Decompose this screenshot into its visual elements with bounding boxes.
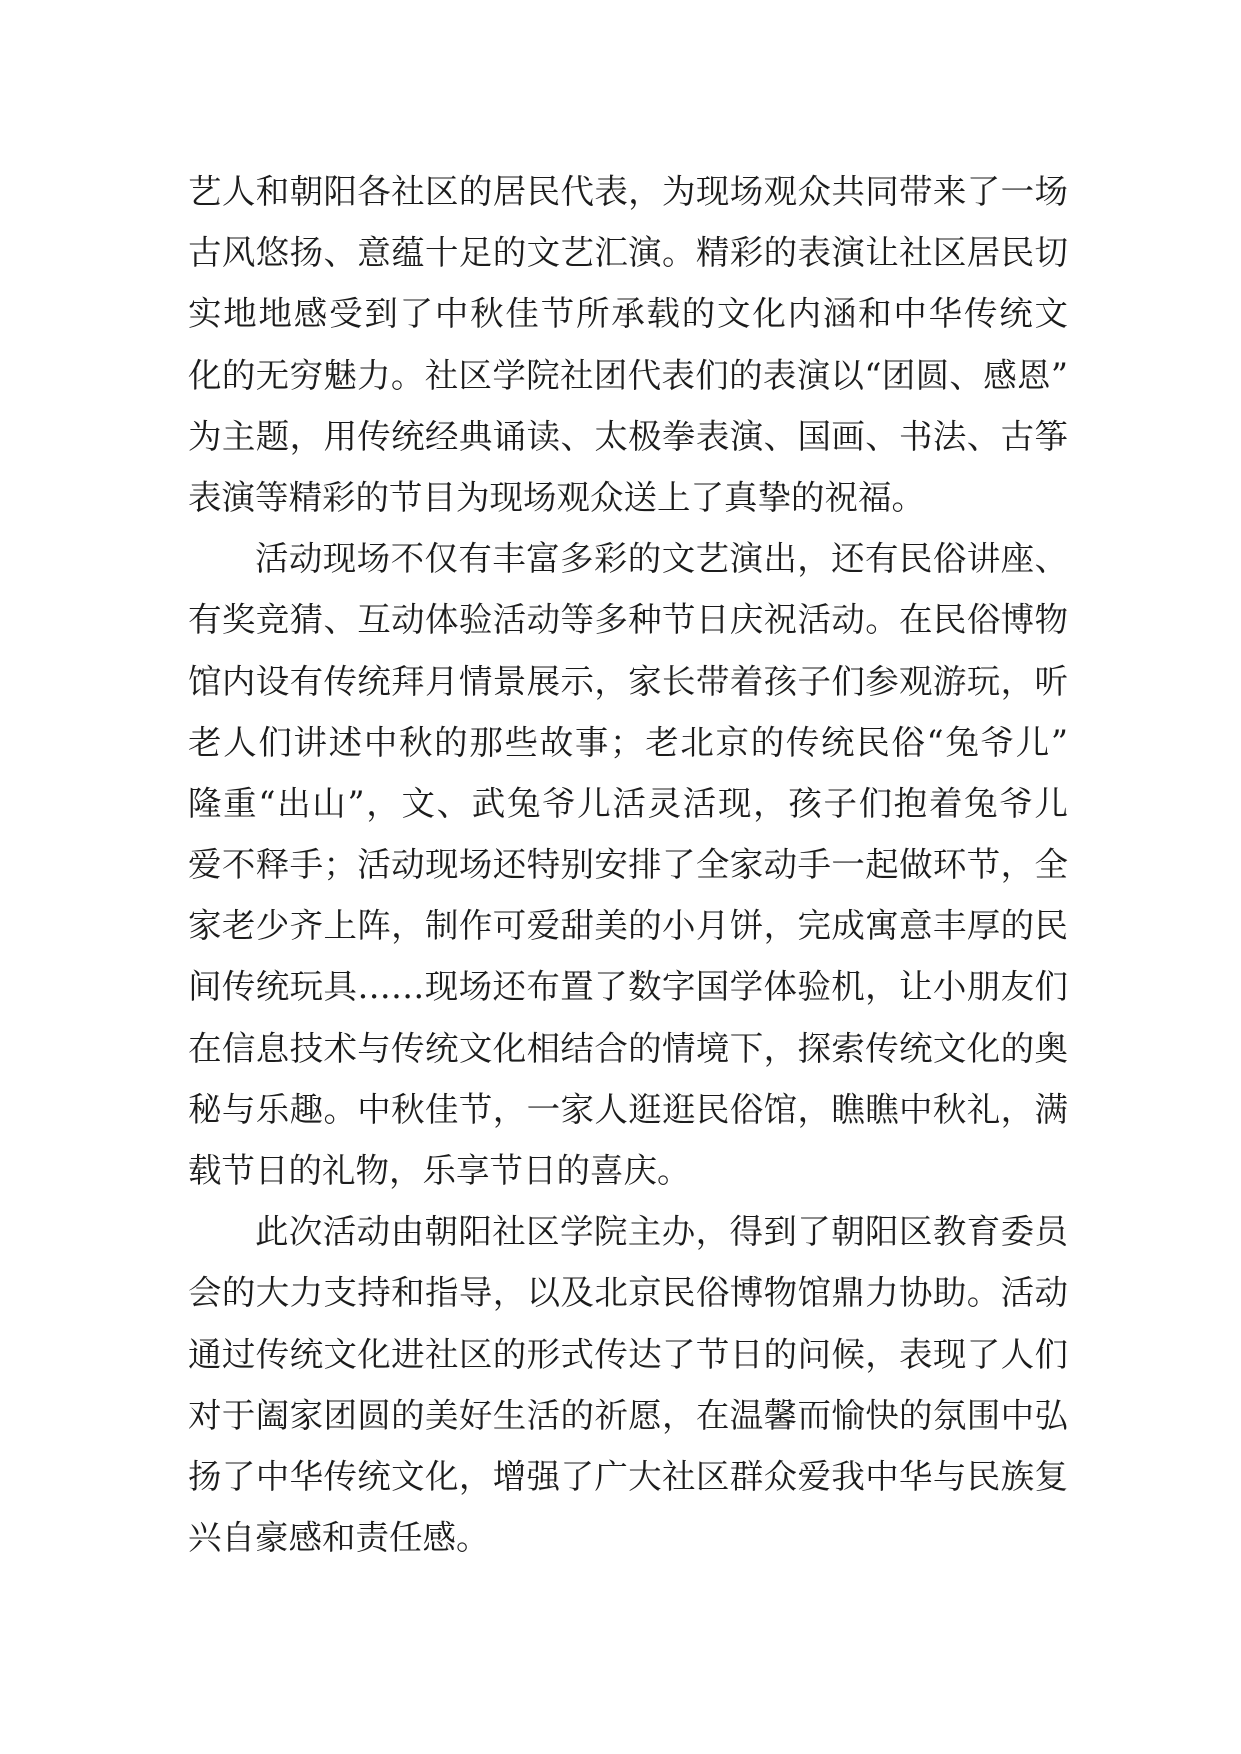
paragraph-line: 隆重“出山”，文、武兔爷儿活灵活现，孩子们抱着兔爷儿 (188, 783, 1068, 823)
paragraph-line: 馆内设有传统拜月情景展示，家长带着孩子们参观游玩，听 (188, 661, 1068, 701)
paragraph-line: 爱不释手；活动现场还特别安排了全家动手一起做环节，全 (188, 845, 1068, 885)
paragraph-line: 会的大力支持和指导，以及北京民俗博物馆鼎力协助。活动 (188, 1273, 1068, 1313)
paragraph-line: 间传统玩具……现场还布置了数字国学体验机，让小朋友们 (188, 967, 1068, 1007)
paragraph-line: 此次活动由朝阳社区学院主办，得到了朝阳区教育委员 (255, 1212, 1068, 1252)
paragraph-line: 艺人和朝阳各社区的居民代表，为现场观众共同带来了一场 (188, 172, 1068, 211)
paragraph-line: 家老少齐上阵，制作可爱甜美的小月饼，完成寓意丰厚的民 (188, 906, 1068, 946)
paragraph-line: 化的无穷魅力。社区学院社团代表们的表演以“团圆、感恩” (188, 355, 1068, 395)
document-body (188, 161, 1068, 1568)
paragraph-line: 对于阖家团圆的美好生活的祈愿，在温馨而愉快的氛围中弘 (188, 1395, 1068, 1435)
paragraph-line: 活动现场不仅有丰富多彩的文艺演出，还有民俗讲座、 (255, 539, 1068, 579)
paragraph-2 (188, 528, 1068, 1201)
paragraph-line: 在信息技术与传统文化相结合的情境下，探索传统文化的奥 (188, 1028, 1068, 1068)
paragraph-1 (188, 161, 1068, 528)
paragraph-line: 老人们讲述中秋的那些故事；老北京的传统民俗“兔爷儿” (188, 722, 1068, 762)
paragraph-line: 古风悠扬、意蕴十足的文艺汇演。精彩的表演让社区居民切 (188, 233, 1068, 273)
paragraph-line: 兴自豪感和责任感。 (188, 1518, 490, 1558)
paragraph-line: 为主题，用传统经典诵读、太极拳表演、国画、书法、古筝 (188, 416, 1068, 456)
paragraph-line: 通过传统文化进社区的形式传达了节日的问候，表现了人们 (188, 1334, 1068, 1374)
paragraph-line: 载节日的礼物，乐享节日的喜庆。 (188, 1151, 691, 1190)
paragraph-line: 扬了中华传统文化，增强了广大社区群众爱我中华与民族复 (188, 1456, 1068, 1496)
paragraph-line: 秘与乐趣。中秋佳节，一家人逛逛民俗馆，瞧瞧中秋礼，满 (188, 1089, 1068, 1129)
paragraph-line: 实地地感受到了中秋佳节所承载的文化内涵和中华传统文 (188, 294, 1068, 334)
paragraph-line: 有奖竞猜、互动体验活动等多种节日庆祝活动。在民俗博物 (188, 600, 1068, 640)
paragraph-line: 表演等精彩的节目为现场观众送上了真挚的祝福。 (188, 477, 925, 517)
paragraph-3 (188, 1201, 1068, 1568)
